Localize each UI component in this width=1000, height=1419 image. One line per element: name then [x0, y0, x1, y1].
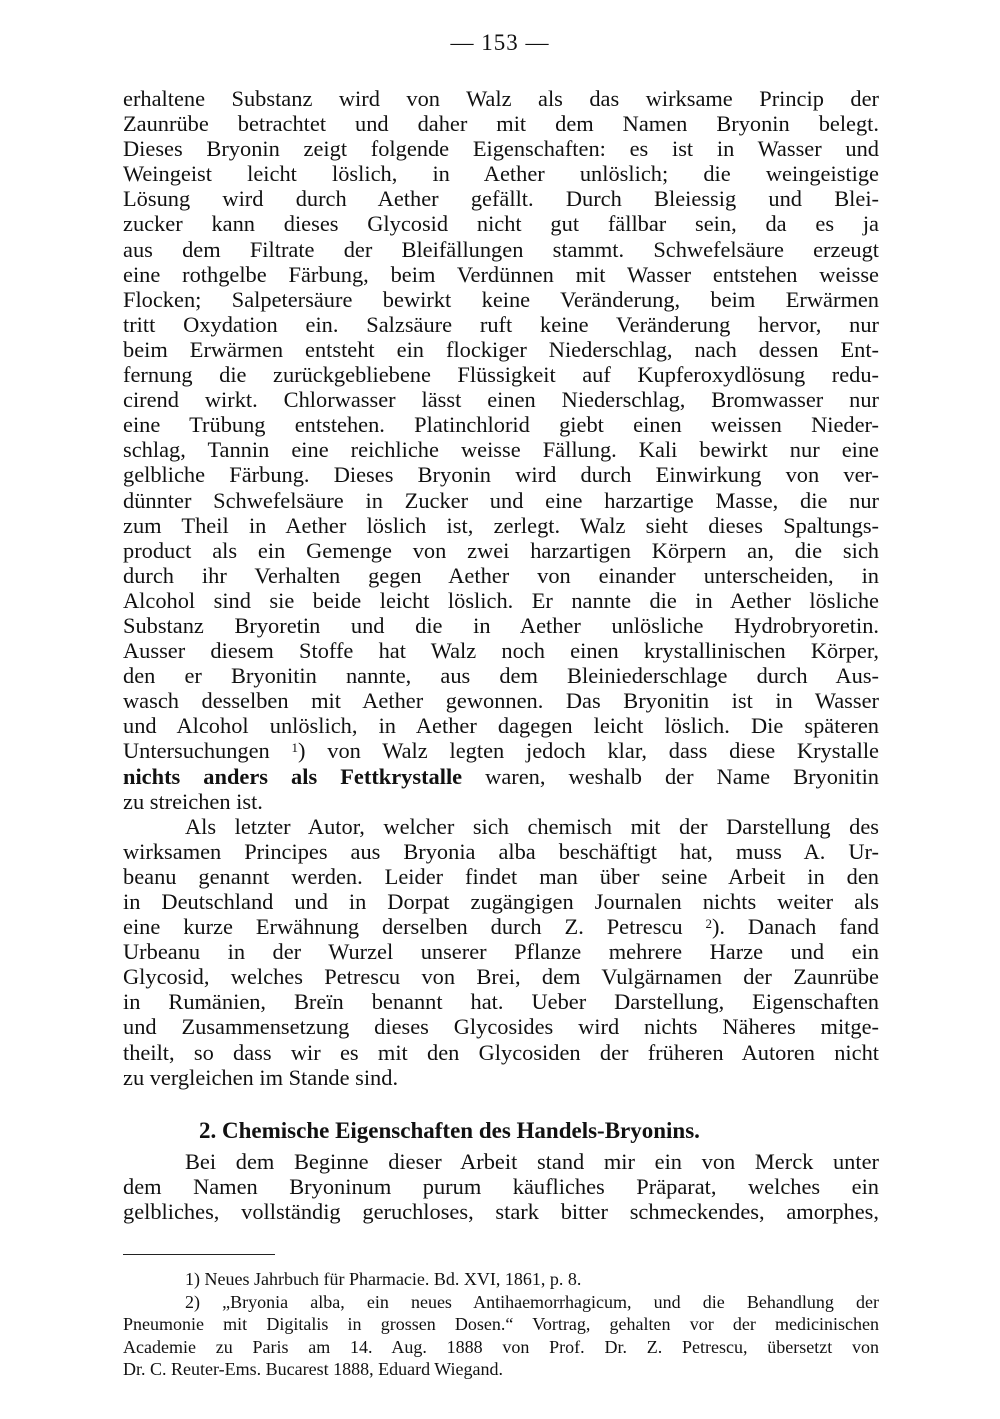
body-text	[123, 86, 879, 1224]
footnote-1: 1) Neues Jahrbuch für Pharmacie. Bd. XVI, 1861, p. 8.	[185, 1269, 582, 1289]
text-line: zu vergleichen im Stande sind.	[123, 1064, 399, 1090]
text-line: Glycosid, welches Petrescu von Brei, dem Vulgärnamen der Zaunrübe	[123, 964, 879, 990]
text-line: Lösung wird durch Aether gefällt. Durch Bleiessig und Blei-	[123, 186, 879, 212]
text-line: zu streichen ist.	[123, 788, 263, 814]
text-fragment: waren, weshalb der Name Bryonitin	[462, 763, 879, 789]
text-line: wirksamen Principes aus Bryonia alba beschäftigt hat, muss A. Ur-	[123, 838, 879, 864]
text-line: eine rothgelbe Färbung, beim Verdünnen mit Wasser entstehen weisse	[123, 261, 879, 287]
text-line: theilt, so dass wir es mit den Glycosiden der früheren Autoren nicht	[123, 1039, 879, 1065]
text-line: fernung die zurückgebliebene Flüssigkeit auf Kupferoxydlösung redu-	[123, 362, 879, 388]
text-line: erhaltene Substanz wird von Walz als das wirksame Princip der	[123, 86, 879, 111]
text-line: schlag, Tannin eine reichliche weisse Fällung. Kali bewirkt nur eine	[123, 437, 879, 463]
text-line: Flocken; Salpetersäure bewirkt keine Veränderung, beim Erwärmen	[123, 286, 879, 312]
text-line: und Alcohol unlöslich, in Aether dagegen leicht löslich. Die späteren	[123, 713, 879, 739]
text-line: beanu genannt werden. Leider findet man über seine Arbeit in den	[123, 863, 879, 889]
text-line: gelbliche Färbung. Dieses Bryonin wird durch Einwirkung von ver-	[123, 462, 879, 488]
text-line: Urbeanu in der Wurzel unserer Pflanze mehrere Harze und ein	[123, 939, 879, 965]
text-line: beim Erwärmen entsteht ein flockiger Niederschlag, nach dessen Ent-	[123, 336, 879, 362]
text-line: dem Namen Bryoninum purum käufliches Präparat, welches ein	[123, 1173, 879, 1199]
text-fragment: ). Danach fand	[711, 914, 879, 940]
text-line: Substanz Bryoretin und die in Aether unlösliche Hydrobryoretin.	[123, 612, 879, 638]
text-line: in Rumänien, Breïn benannt hat. Ueber Darstellung, Eigenschaften	[123, 989, 879, 1015]
text-line: Alcohol sind sie beide leicht löslich. Er nannte die in Aether lösliche	[123, 587, 879, 613]
text-line: in Deutschland und in Dorpat zugängigen Journalen nichts weiter als	[123, 889, 879, 914]
text-fragment: Untersuchungen	[123, 738, 292, 764]
text-line: product als ein Gemenge von zwei harzartigen Körpern an, die sich	[123, 537, 879, 563]
text-line: Dieses Bryonin zeigt folgende Eigenschaften: es ist in Wasser und	[123, 136, 879, 162]
text-line: den er Bryonitin nannte, aus dem Bleiniederschlage durch Aus-	[123, 663, 879, 689]
text-line: und Zusammensetzung dieses Glycosides wird nichts Näheres mitge-	[123, 1014, 879, 1040]
text-line: eine Trübung entstehen. Platinchlorid giebt einen weissen Nieder-	[123, 412, 879, 438]
footnote-divider	[123, 1254, 275, 1255]
text-line: tritt Oxydation ein. Salzsäure ruft keine Veränderung hervor, nur	[123, 311, 879, 337]
footnote-ref-2: 2	[705, 916, 712, 932]
text-line: Zaunrübe betrachtet und daher mit dem Namen Bryonin belegt.	[123, 111, 879, 137]
text-line: cirend wirkt. Chlorwasser lässt einen Niederschlag, Bromwasser nur	[123, 387, 879, 413]
text-line-footnote-ref	[123, 914, 879, 939]
text-line-footnote-ref	[123, 738, 879, 763]
section-heading: 2. Chemische Eigenschaften des Handels-Bryonins.	[199, 1117, 700, 1143]
footnotes	[123, 1268, 879, 1381]
footnote-ref-1: 1	[291, 740, 299, 756]
text-line: Als letzter Autor, welcher sich chemisch mit der Darstellung des	[185, 813, 879, 839]
text-line: gelbliches, vollständig geruchloses, stark bitter schmeckendes, amorphes,	[123, 1199, 879, 1225]
text-line: durch ihr Verhalten gegen Aether von einander unterscheiden, in	[123, 562, 879, 588]
footnote-2-cont: Pneumonie mit Digitalis in grossen Dosen.“ Vortrag, gehalten vor der medicinischen	[123, 1314, 879, 1335]
text-line: zucker kann dieses Glycosid nicht gut fällbar sein, da es ja	[123, 211, 879, 237]
text-line: Bei dem Beginne dieser Arbeit stand mir ein von Merck unter	[185, 1148, 879, 1174]
footnote-2-cont: Academie zu Paris am 14. Aug. 1888 von Prof. Dr. Z. Petrescu, übersetzt von	[123, 1336, 879, 1357]
bold-phrase: nichts anders als Fettkrystalle	[123, 763, 463, 789]
text-line-bold	[123, 764, 879, 789]
text-fragment: ) von Walz legten jedoch klar, dass diese Krystalle	[298, 738, 879, 764]
text-line: Ausser diesem Stoffe hat Walz noch einen krystallinischen Körper,	[123, 638, 879, 664]
footnote-2-cont: Dr. C. Reuter-Ems. Bucarest 1888, Eduard Wiegand.	[123, 1359, 503, 1380]
page-number: — 153 —	[450, 30, 550, 55]
text-line: aus dem Filtrate der Bleifällungen stammt. Schwefelsäure erzeugt	[123, 236, 879, 262]
text-fragment: eine kurze Erwähnung derselben durch Z. Petrescu	[123, 914, 706, 940]
text-line: wasch desselben mit Aether gewonnen. Das Bryonitin ist in Wasser	[123, 688, 879, 714]
text-line: zum Theil in Aether löslich ist, zerlegt. Walz sieht dieses Spaltungs-	[123, 512, 879, 538]
text-line: Weingeist leicht löslich, in Aether unlöslich; die weingeistige	[123, 161, 879, 187]
footnote-2: 2) „Bryonia alba, ein neues Antihaemorrhagicum, und die Behandlung der	[185, 1291, 879, 1312]
text-line: dünnter Schwefelsäure in Zucker und eine harzartige Masse, die nur	[123, 487, 879, 513]
